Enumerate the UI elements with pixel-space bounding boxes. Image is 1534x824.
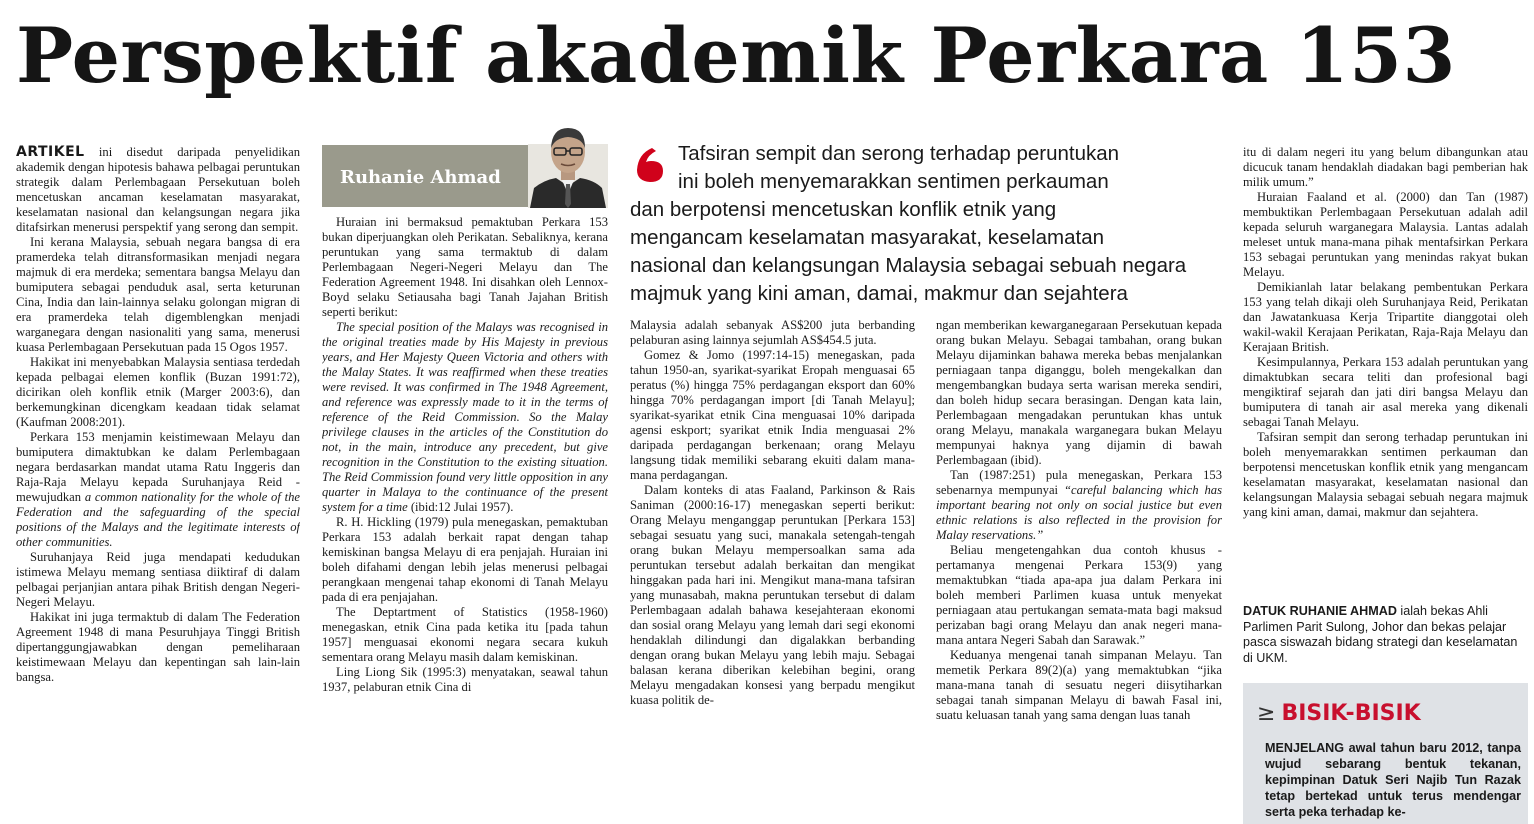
lead-paragraph-text: ini disedut daripada penyelidikan akademik dengan hipotesis bahawa pelbagai peruntukan strategik dalam Perlembagaan Persekutuan boleh mencetuskan ancaman keselamatan masyarakat, keselamatan nasional dan kelangsungan negara jika ditafsirkan menerusi perspektif yang serong dan sempit. [16, 145, 300, 234]
paragraph: Hakikat ini juga termaktub di dalam The Federation Agreement 1948 di mana Pesuruhjaya Tinggi British dipertanggungjawabkan dengan pemeliharaan keistimewaan Melayu dan kepentingan sah lain-lain bangsa. [16, 610, 300, 684]
paragraph-text: Perkara 153 menjamin keistimewaan Melayu dan bumiputera dimaktubkan ke dalam Perlembagaan negara berdasarkan mandat utama Ratu Inggeris dan Raja-Raja Melayu kepada Suruhanjaya Reid - mewujudkan [16, 430, 300, 504]
headline: Perspektif akademik Perkara 153 [16, 11, 1456, 100]
quote-text: The special position of the Malays was recognised in the original treaties made by His Majesty in previous years, and Her Majesty Queen Victoria and others with the Malay States. It was reaffirmed when these treaties were revised. It was confirmed in The 1948 Agreement, and reference was expressly made to it in the terms of reference of the Reid Commission. So the Malay privilege clauses in the articles of the Constitution do not, in the main, introduce any precedent, but give recognition in the Constitution to the existing situation. The Reid Commission found very little opposition in any quarter in Malaya to the continuance of the present system for a time [322, 320, 608, 514]
reid-mandate-quote: a common nationality for the whole of the Federation and the safeguarding of the special positions of the Malays and the legitimate interests of other communities. [16, 490, 300, 549]
paragraph: Keduanya mengenai tanah simpanan Melayu. Tan memetik Perkara 89(2)(a) yang memaktubkan “jika mana-mana tanah di sesuatu negeri diisytiharkan sebagai tanah simpanan Melayu di bawah Fasal ini, suatu keluasan tanah yang sama dengan luas tanah [936, 648, 1222, 722]
pullquote-line: majmuk yang kini aman, damai, makmur dan sejahtera [630, 282, 1128, 305]
paragraph: Huraian ini bermaksud pemaktuban Perkara 153 bukan diperjuangkan oleh Perikatan. Sebaliknya, kerana peruntukan yang sama termaktub di dalam Perlembagaan Negeri-Negeri Melayu dan The Federation Agreement 1948. Ini disahkan oleh Lennox-Boyd selaku Setiausaha bagi Tanah Jajahan British seperti berikut: [322, 215, 608, 319]
article-column-5 [1243, 145, 1528, 665]
paragraph: Tafsiran sempit dan serong terhadap peruntukan ini boleh menyemarakkan sentimen perkauman dan berpotensi mencetuskan konflik etnik yang mengancam keselamatan masyarakat, keselamatan nasional dan kelangsungan Malaysia sebagai sebuah negara majmuk yang kini aman, damai, makmur dan sejahtera. [1243, 430, 1528, 519]
chevron-icon: ≥ [1257, 701, 1276, 726]
paragraph: R. H. Hickling (1979) pula menegaskan, pemaktuban Perkara 153 adalah berkait rapat dengan tahap kemiskinan bangsa Melayu di era penjajah. Huraian ini boleh difahami dengan lebih jelas menerusi pelbagai perangkaan mengenai tahap ekonomi di Tanah Melayu pada di era penjajahan. [322, 515, 608, 604]
paragraph: Suruhanjaya Reid juga mendapati kedudukan istimewa Melayu memang sentiasa diiktiraf di dalam pelbagai perjanjian antara pihak British dengan Negeri-Negeri Melayu. [16, 550, 300, 609]
pullquote [630, 140, 1230, 308]
paragraph: ngan memberikan kewarganegaraan Persekutuan kepada orang bukan Melayu. Sebagai tambahan, orang bukan Melayu dijaminkan bahawa mereka bebas menjalankan perniagaan tanpa diganggu, boleh mengekalkan dan mengembangkan budaya serta warisan mereka sendiri, dan boleh hidup secara berasingan. Dengan kata lain, Perlembagaan mengadakan peruntukan khas untuk orang Melayu, manakala warganegara bukan Melayu mempunyai haknya yang dijamin di bawah Perlembagaan (ibid). [936, 318, 1222, 467]
quote-reference: (ibid:12 Julai 1957). [407, 500, 514, 514]
paragraph: Dalam konteks di atas Faaland, Parkinson & Rais Saniman (2000:16-17) menegaskan seperti berikut: Orang Melayu menganggap peruntukan [Perkara 153] sebagai sesuatu yang suci, manakala setengah-tengah orang bukan Melayu mempersoalkan sama ada peruntukan tersebut adalah berkaitan dan mengikat hinggakan pada hari ini. Mengikut mana-mana tafsiran yang munasabah, makna peruntukan tersebut di dalam Perlembagaan adalah bahawa kesejahteraan ekonomi dan sosial orang Melayu yang lemah dari segi ekonomi hendaklah dilindungi dan digalakkan berbanding dengan orang bukan Melayu yang lebih maju. Sebagai balasan kerana diberikan kelebihan begini, orang Melayu mengadakan konsesi yang berpadu mengikut kuasa politik de- [630, 483, 915, 707]
lennox-boyd-quote [322, 320, 608, 515]
pullquote-line: dan berpotensi mencetuskan konflik etnik yang [630, 198, 1057, 221]
author-note-text: ialah bekas Ahli Parlimen Parit Sulong, Johor dan bekas pelajar pasca siswazah bidang strategi dan keselamatan di UKM. [1243, 604, 1518, 665]
lead-word: ARTIKEL [16, 145, 85, 160]
article-column-1 [16, 145, 300, 821]
paragraph: Ling Liong Sik (1995:3) menyatakan, seawal tahun 1937, pelaburan etnik Cina di [322, 665, 608, 694]
byline-name: Ruhanie Ahmad [340, 167, 501, 188]
article-column-4 [936, 318, 1222, 821]
pullquote-line: Tafsiran sempit dan serong terhadap peruntukan [678, 142, 1120, 165]
paragraph: Huraian Faaland et al. (2000) dan Tan (1987) membuktikan Perlembagaan Persekutuan adalah adil kepada seluruh warganegara Malaysia. Lantas adalah meleset untuk mana-mana pihak mentafsirkan Perkara 153 sebagai peruntukan yang menindas rakyat bukan Melayu. [1243, 190, 1528, 279]
paragraph: Malaysia adalah sebanyak AS$200 juta berbanding pelaburan asing lainnya sejumlah AS$454.5 juta. [630, 318, 915, 347]
paragraph [16, 430, 300, 550]
paragraph: Kesimpulannya, Perkara 153 adalah peruntukan yang dimaktubkan secara teliti dan profesional bagi mengiktiraf sejarah dan jati diri bangsa Melayu dan bumiputera di tanah air asal mereka yang dikenali sebagai Tanah Melayu. [1243, 355, 1528, 429]
pullquote-line: ini boleh menyemarakkan sentimen perkauman [678, 170, 1109, 193]
pullquote-line: nasional dan kelangsungan Malaysia sebagai sebuah negara [630, 254, 1187, 277]
bisik-bisik-box [1243, 683, 1528, 824]
bisik-bisik-title: BISIK-BISIK [1281, 701, 1421, 726]
author-portrait [528, 120, 608, 208]
paragraph: Ini kerana Malaysia, sebuah negara bangsa di era pramerdeka telah ditransformasikan menjadi negara majmuk di era merdeka; sementara bangsa Melayu dan bumiputera sebagai penduduk asal, serta keturunan Cina, India dan lain-lainnya selaku golongan migran di era pramerdeka telah digemblengkan menjadi warganegara dengan nasionaliti yang sama, menerusi kuasa Perlembagaan Persekutuan pada 15 Ogos 1957. [16, 235, 300, 354]
author-note [1243, 604, 1528, 666]
article-column-2 [322, 215, 608, 821]
bisik-bisik-body: MENJELANG awal tahun baru 2012, tanpa wujud sebarang bentuk tekanan, kepimpinan Datuk Seri Najib Tun Razak tetap bertekad untuk terus mendengar serta peka terhadap ke- [1265, 741, 1521, 819]
pullquote-line: mengancam keselamatan masyarakat, keselamatan [630, 226, 1105, 249]
paragraph [936, 468, 1222, 543]
bisik-bisik-heading [1257, 701, 1421, 726]
paragraph: The Deptartment of Statistics (1958-1960) menegaskan, etnik Cina pada ketika itu [pada tahun 1957] menguasai ekonomi negara secara kukuh sementara orang Melayu masih dalam kemiskinan. [322, 605, 608, 664]
article-column-3 [630, 318, 915, 821]
author-note-name: DATUK RUHANIE AHMAD [1243, 604, 1397, 618]
paragraph: itu di dalam negeri itu yang belum dibangunkan atau dicucuk tanam hendaklah diadakan bagi pemberian hak milik umum.” [1243, 145, 1528, 189]
lead-paragraph [16, 145, 300, 235]
paragraph: Gomez & Jomo (1997:14-15) menegaskan, pada tahun 1950-an, syarikat-syarikat Eropah menguasai 65 peratus (%) hingga 75% perdagangan eksport dan 60% hingga 70% perdagangan import [di Tanah Melayu]; syarikat-syarikat etnik Cina menguasai 10% daripada agensi eskport; syarikat etnik India menguasai 2% daripada perdagangan berkenaan; orang Melayu langsung tidak memiliki sebarang ekuiti dalam mana-mana perdagangan. [630, 348, 915, 482]
paragraph-text: Tan (1987:251) pula menegaskan, Perkara 153 sebenarnya mempunyai [936, 468, 1222, 497]
paragraph: Hakikat ini menyebabkan Malaysia sentiasa terdedah kepada pelbagai elemen konflik (Buzan 1991:72), dicirikan oleh konflik etnik (Marger 2003:6), dan berkemungkinan dicengkam keadaan tidak selamat (Kaufman 2008:201). [16, 355, 300, 429]
paragraph: Beliau mengetengahkan dua contoh khusus - pertamanya mengenai Perkara 153(9) yang memaktubkan “tiada apa-apa jua dalam Perkara ini boleh memberi Parlimen kuasa untuk menyekat perniagaan atau pertukangan semata-mata bagi maksud perizaban bagi orang Melayu dan anak negeri mana-mana antara Negeri Sabah dan Sarawak.” [936, 543, 1222, 647]
paragraph: Demikianlah latar belakang pembentukan Perkara 153 yang telah dikaji oleh Suruhanjaya Reid, Perikatan dan Jawatankuasa Kerja Tripartite dianggotai oleh wakil-wakil Kerajaan Perikatan, Raja-Raja Melayu dan Kerajaan British. [1243, 280, 1528, 354]
tan-quote: “careful balancing which has important bearing not only on social justice but even ethnic relations is also reflected in the provision for Malay reservations.” [936, 483, 1222, 542]
